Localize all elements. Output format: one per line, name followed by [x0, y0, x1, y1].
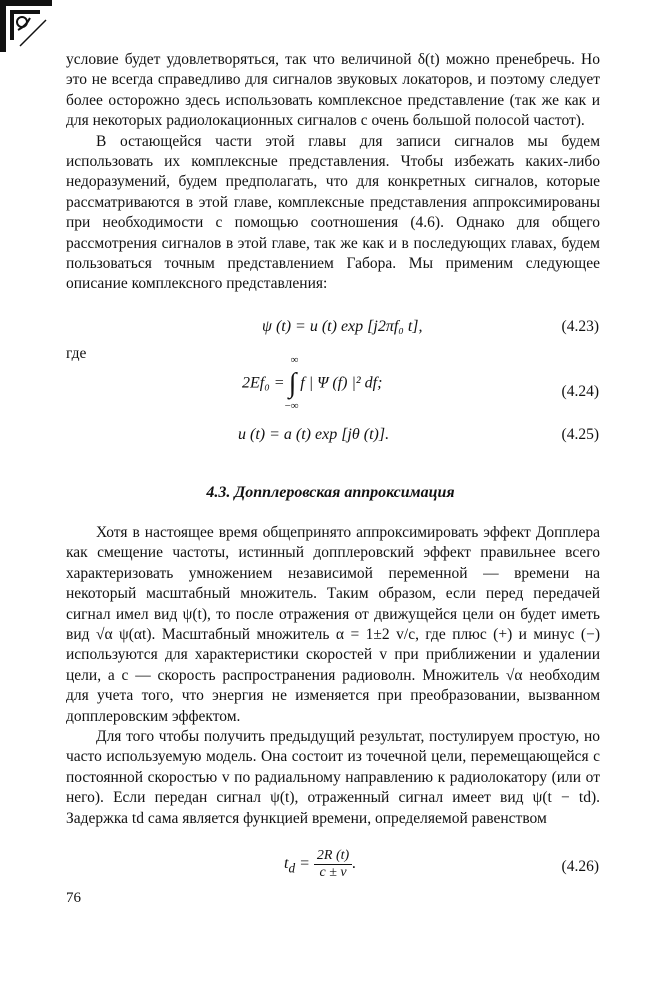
text-block-bottom: [66, 523, 600, 829]
corner-ornament-icon: [0, 0, 52, 52]
integral-sign: [284, 354, 299, 412]
equation-4-24: [242, 354, 383, 412]
eq-4-26-lhs: t: [284, 855, 289, 873]
equation-4-26: [284, 848, 356, 881]
integral-upper-limit: ∞: [290, 354, 299, 366]
section-heading: 4.3. Допплеровская аппроксимация: [206, 484, 455, 501]
where-label: где: [66, 345, 87, 362]
equation-number-4-24: (4.24): [561, 383, 599, 400]
eq-4-26-equals: =: [299, 855, 310, 873]
eq-4-24-lhs: 2Ef₀ =: [242, 374, 285, 392]
paragraph-4: Для того чтобы получить предыдущий результат, постулируем простую, но часто используемую модель. Она состоит из точечной цели, перемещающейся с постоянной скоростью v по радиальному направлению к радиолокатору (или от него). Если передан сигнал ψ(t), отраженный сигнал имеет вид ψ(t − td). Задержка td сама является функцией времени, определяемой равенством: [66, 728, 600, 827]
page-number: 76: [66, 890, 81, 906]
equation-number-4-26: (4.26): [561, 858, 599, 875]
eq-4-24-rhs: f | Ψ (f) |² df;: [300, 374, 383, 392]
text-block-top: [66, 50, 600, 295]
eq-4-26-subscript: d: [288, 860, 296, 876]
equation-number-4-23: (4.23): [561, 318, 599, 335]
eq-4-26-tail: .: [352, 855, 357, 873]
equation-4-25: u (t) = a (t) exp [jθ (t)].: [238, 426, 390, 443]
paragraph-2: В остающейся части этой главы для записи сигналов мы будем использовать их комплексные представления. Чтобы избежать каких-либо недоразумений, будем предполагать, что для конкретных сигналов, которые рассматриваются в этой главе, комплексные представления аппроксимированы при необходимости с помощью соотношения (4.6). Однако для общего рассмотрения сигналов в этой главе, так же как и в последующих главах, будем пользоваться точным представлением Габора. Мы применим следующее описание комплексного представления:: [66, 132, 600, 293]
paragraph-3: Хотя в настоящее время общепринято аппроксимировать эффект Допплера как смещение частоты, истинный допплеровский эффект правильнее всего характеризовать умножением независимой переменной — времени на некоторый масштабный множитель. Таким образом, если перед передачей сигнал имел вид ψ(t), то после отражения от движущейся цели он будет иметь вид √α ψ(αt). Масштабный множитель α = 1±2 v/c, где плюс (+) и минус (−) используются для характеристики скоростей v при приближении и удалении цели, а c — скорость распространения радиоволн. Множитель √α необходим для учета того, что энергия не изменяется при преобразовании, вызванном допплеровским эффектом.: [66, 524, 600, 725]
equation-number-4-25: (4.25): [561, 426, 599, 443]
eq-4-26-fraction: [314, 848, 352, 881]
paragraph-1: условие будет удовлетворяться, так что величиной δ(t) можно пренебречь. Но это не всегда справедливо для сигналов звуковых локаторов, и поэтому следует более осторожно здесь использовать комплексное представление (так же как и для некоторых радиолокационных сигналов с очень большой полосой частот).: [66, 51, 600, 130]
integral-lower-limit: −∞: [284, 400, 299, 412]
eq-4-26-denominator: c ± v: [319, 865, 347, 880]
eq-4-26-numerator: 2R (t): [314, 848, 352, 865]
integral-symbol: ∫: [288, 368, 297, 399]
equation-4-23: ψ (t) = u (t) exp [j2πf₀ t],: [262, 318, 423, 335]
